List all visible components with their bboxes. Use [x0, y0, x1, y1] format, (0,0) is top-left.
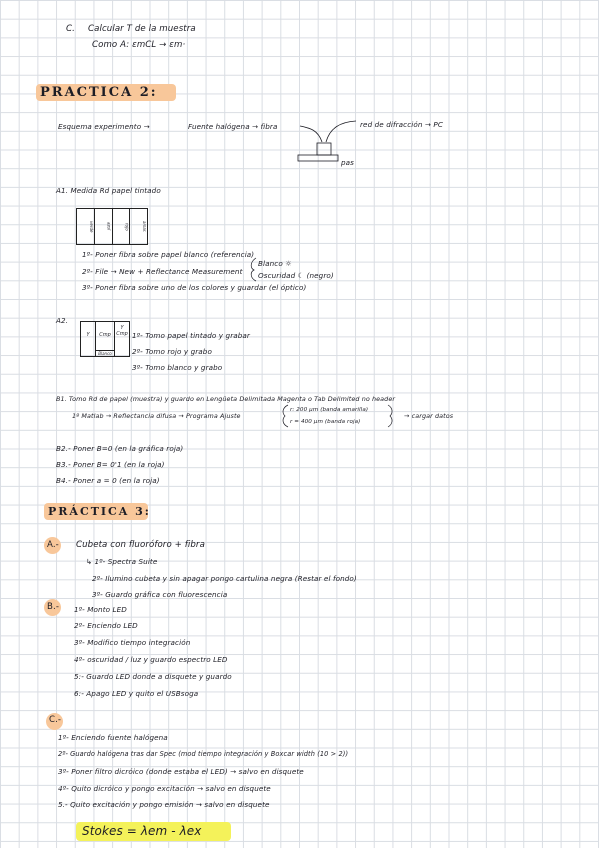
- fiber-holder: [317, 143, 331, 155]
- practica2-title: PRACTICA 2:: [40, 85, 158, 100]
- practica3-title: PRÁCTICA 3:: [48, 505, 151, 518]
- b-step-1: 1º- Monto LED: [74, 605, 127, 614]
- a-text: Cubeta con fluoróforo + fibra: [76, 540, 205, 550]
- c-step-1: 1º- Enciendo fuente halógena: [58, 733, 168, 742]
- b1-r2: r = 400 μm (banda roja): [290, 419, 361, 425]
- b-label: B.-: [47, 602, 60, 612]
- a2-cell-blanco: Blanco: [96, 350, 114, 356]
- radius-brace: [283, 405, 288, 427]
- table-cell-1: verde: [77, 209, 95, 244]
- a2-cell-y: Y: [81, 322, 96, 356]
- fuente-label: Fuente halógena: [188, 122, 250, 131]
- oscuridad-label: Oscuridad ☾ (negro): [258, 271, 334, 280]
- fiber-curve-right: [326, 121, 356, 142]
- b1-end: → cargar datos: [404, 412, 454, 420]
- a-step-3: 3º- Guardo gráfica con fluorescencia: [92, 590, 228, 599]
- b-step-6: 6:- Apago LED y quito el USBsoga: [74, 689, 199, 698]
- a-step-1: ↳ 1º- Spectra Suite: [86, 557, 158, 566]
- a2-heading: A2.: [56, 316, 69, 325]
- radius-brace-right: [388, 405, 392, 427]
- b3-line: B3.- Poner B= 0'1 (en la roja): [56, 460, 165, 469]
- stokes-formula: Stokes = λem - λex: [82, 824, 202, 838]
- b1-line-2: 1º Matlab → Reflectancia difusa → Programa Ajuste: [72, 412, 241, 420]
- c-step-3: 3º- Poner filtro dicróico (donde estaba el LED) → salvo en disquete: [58, 767, 304, 776]
- c-step-4: 4º- Quito dicróico y pongo excitación → salvo en disquete: [58, 784, 271, 793]
- item-c-letter: C.: [66, 24, 75, 34]
- sample-plate: [298, 155, 338, 161]
- b-step-2: 2º- Enciendo LED: [74, 621, 138, 630]
- b-step-4: 4º- oscuridad / luz y guardo espectro LED: [74, 655, 228, 664]
- table-cell-3: rojo: [113, 209, 131, 244]
- a1-step-2: 2º- File → New + Reflectance Measurement: [82, 267, 243, 276]
- a2-cell-y2: Y Cmp: [116, 325, 128, 337]
- b4-line: B4.- Poner a = 0 (en la roja): [56, 476, 160, 485]
- pas-label: pas: [341, 158, 355, 167]
- fibra-label: → fibra: [252, 122, 278, 131]
- a2-step-3: 3º- Tomo blanco y grabo: [132, 363, 223, 372]
- b1-line: B1. Tomo Rd de papel (muestra) y guardo en Lengüeta Delimitada Magenta o Tab Delimited no header: [56, 395, 396, 403]
- fiber-curve-left: [300, 126, 322, 142]
- a2-cell-cmp: Cmp Blanco: [96, 322, 115, 356]
- item-c-formula: Como A: εmCL → εm·: [92, 40, 186, 50]
- a2-step-2: 2º- Tomo rojo y grabo: [132, 347, 212, 356]
- a1-step-3: 3º- Poner fibra sobre uno de los colores y guardar (el óptico): [82, 283, 307, 292]
- c-step-5: 5.- Quito excitación y pongo emisión → salvo en disquete: [58, 800, 270, 809]
- b1-r1: r: 200 μm (banda amarilla): [290, 407, 369, 413]
- table-cell-2: azul: [95, 209, 113, 244]
- c-step-2: 2º- Guardo halógena tras dar Spec (mod tiempo integración y Boxcar width (10 > 2)): [58, 750, 349, 758]
- a-step-2: 2º- Ilumino cubeta y sin apagar pongo cartulina negra (Restar el fondo): [92, 574, 357, 583]
- a2-step-1: 1º- Tomo papel tintado y grabar: [132, 331, 250, 340]
- a-label: A.-: [47, 540, 59, 550]
- blanco-label: Blanco ☼: [258, 259, 292, 268]
- table-cell-4: amar.: [142, 220, 147, 233]
- b-step-3: 3º- Modifico tiempo integración: [74, 638, 191, 647]
- esquema-label: Esquema experimento →: [58, 122, 150, 131]
- c-label: C.-: [49, 715, 62, 725]
- b2-line: B2.- Poner B=0 (en la gráfica roja): [56, 444, 184, 453]
- a1-heading: A1. Medida Rd papel tintado: [56, 186, 161, 195]
- b-step-5: 5:- Guardo LED donde a disquete y guardo: [74, 672, 232, 681]
- red-label: red de difracción → PC: [360, 120, 443, 129]
- item-c-text: Calcular T de la muestra: [88, 24, 196, 34]
- blanco-brace: [251, 258, 256, 281]
- a1-step-1: 1º- Poner fibra sobre papel blanco (referencia): [82, 250, 255, 259]
